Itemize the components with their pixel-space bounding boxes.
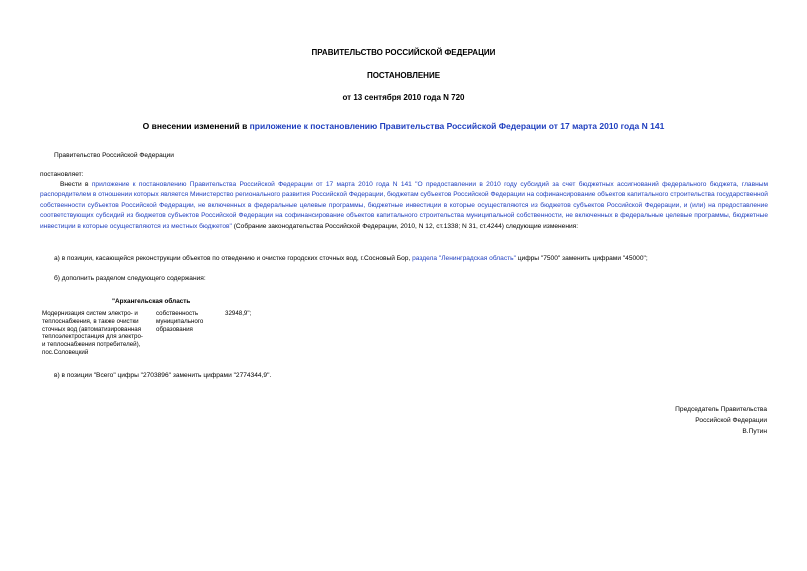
table-object-cell: Модернизация систем электро- и теплоснабжения, в также очистки сточных вод (автоматизированная теплоэлектростанция для электро- и теплоснабжения потребителей), пос.Соловецкий	[42, 310, 143, 356]
item-a	[54, 254, 774, 264]
signature-line-1: Председатель Правительства	[675, 406, 767, 413]
item-a-prefix: а) в позиции, касающейся реконструкции объектов по отведению и очистке городских сточных вод, г.Сосновый Бор,	[54, 255, 413, 262]
government-heading: ПРАВИТЕЛЬСТВО РОССИЙСКОЙ ФЕДЕРАЦИИ	[311, 48, 496, 57]
item-a-suffix: цифры "7500" заменить цифрами "45000";	[515, 255, 648, 262]
item-a-link[interactable]: раздела "Ленинградская область"	[412, 255, 516, 262]
item-b: б) дополнить разделом следующего содержания:	[54, 275, 206, 282]
para1-link[interactable]: приложение к постановлению Правительства Российской Федерации от 17 марта 2010 года N 141 "О предоставлении в 2010 году субсидий за счет бюджетных ассигнований федерального бюджета, главным распорядителем в отношении которых является Министерство регионального развития Российской Федерации, бюджетам субъектов Российской Федерации на софинансирование объектов капитального строительства государственной собственности субъектов Российской Федерации, не включенных в федеральные целевые программы, бюджетные инвестиции в которые осуществляются из бюджетов субъектов Российской Федерации, и (или) на предоставление соответствующих субсидий из бюджетов субъектов Российской Федерации на софинансирование объектов капитального строительства муниципальной собственности, не включенных в федеральные целевые программы, бюджетные инвестиции в которые осуществляются из местных бюджетов"	[40, 181, 769, 230]
document-title	[0, 121, 807, 131]
signature-line-2: Российской Федерации	[695, 417, 767, 425]
item-c: в) в позиции "Всего" цифры "2703896" заменить цифрами "2774344,9".	[54, 372, 272, 379]
document-type: ПОСТАНОВЛЕНИЕ	[366, 71, 441, 80]
date-and-number: от 13 сентября 2010 года N 720	[342, 93, 465, 102]
para1-suffix: (Собрание законодательства Российской Федерации, 2010, N 12, ст.1338; N 31, ст.4244) следующие изменения:	[231, 222, 579, 230]
table-ownership-cell: собственность муниципального образования	[156, 310, 204, 333]
title-prefix: О внесении изменений в	[142, 121, 250, 131]
table-section-title: "Архангельская область	[112, 298, 191, 305]
signature-block	[675, 404, 767, 438]
decides-line: постановляет:	[40, 171, 84, 178]
para1-prefix: Внести в	[60, 181, 92, 188]
title-link[interactable]: приложение к постановлению Правительства Российской Федерации от 17 марта 2010 года N 141	[249, 121, 665, 131]
government-line: Правительство Российской Федерации	[54, 152, 174, 159]
main-paragraph	[40, 180, 768, 232]
signature-name: В.Путин	[742, 428, 767, 436]
table-amount-cell: 32948,9";	[225, 310, 252, 317]
